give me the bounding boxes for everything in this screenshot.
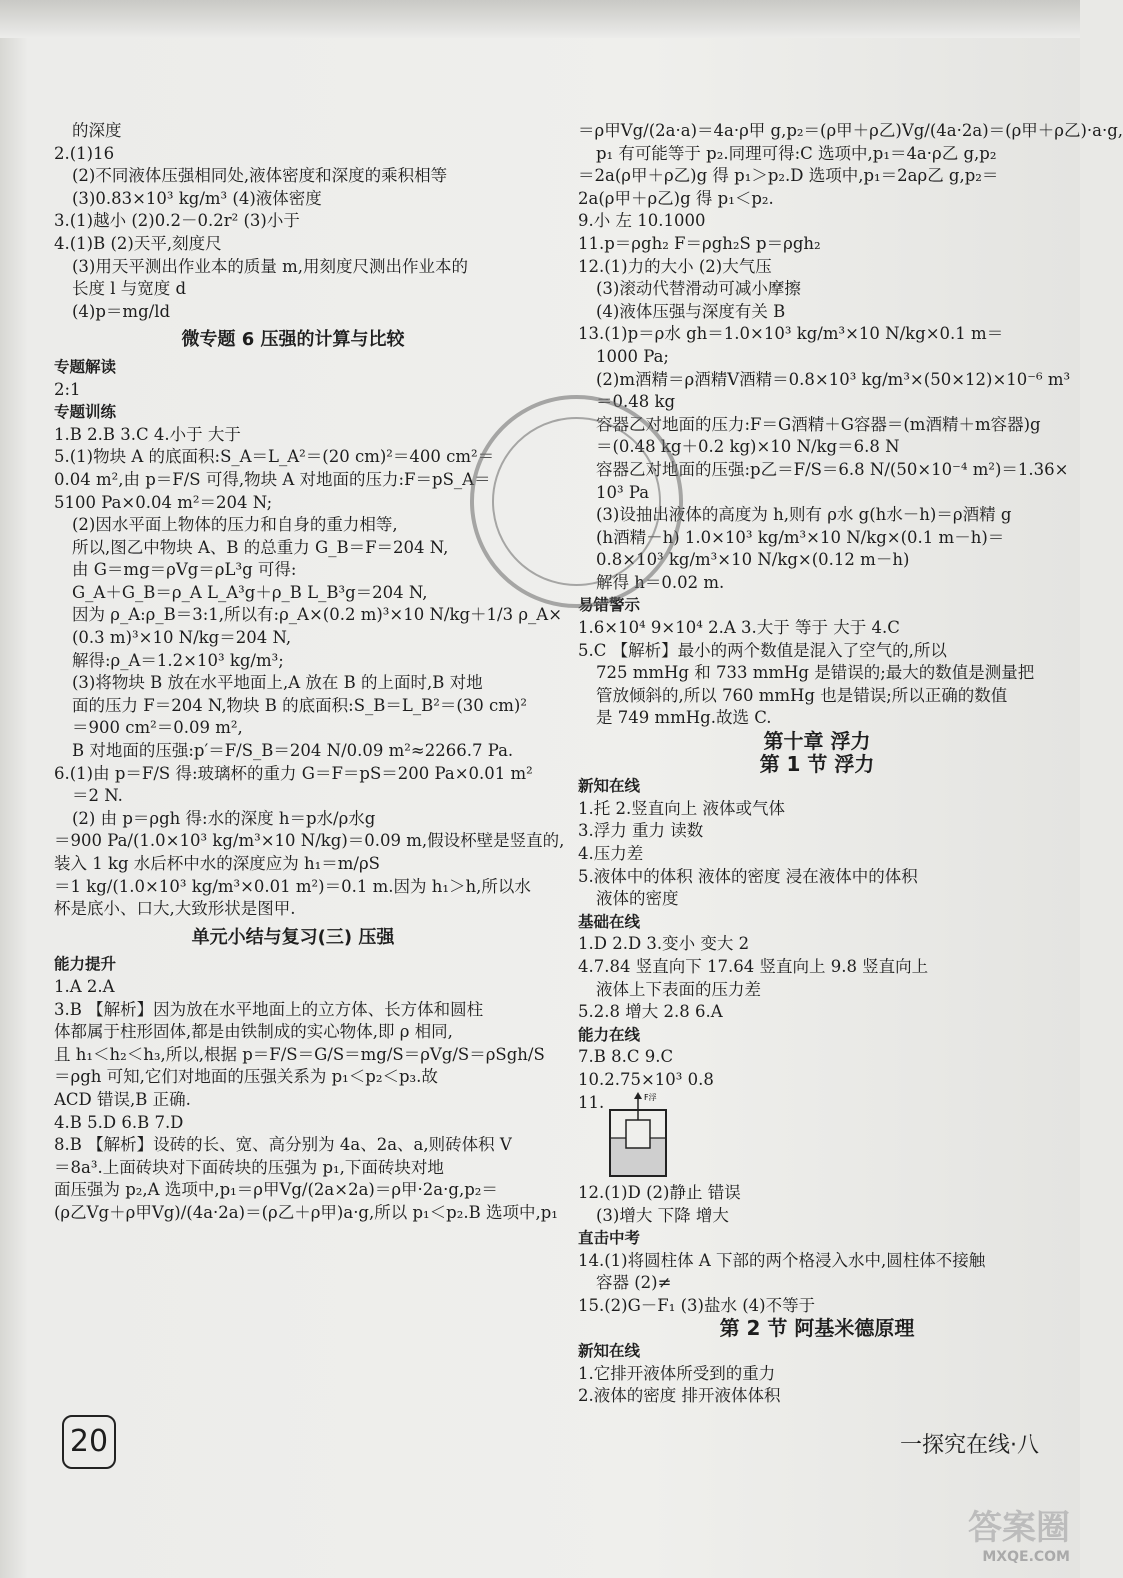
left-line: 面的压力 F＝204 N,物块 B 的底面积:S_B＝L_B²＝(30 cm)² [72, 695, 527, 715]
left-line: 因为 ρ_A:ρ_B＝3:1,所以有:ρ_A×(0.2 m)³×10 N/kg＋1/3 ρ_A× [72, 605, 563, 625]
right-line: (3)设抽出液体的高度为 h,则有 ρ水 g(h水－h)＝ρ酒精 g [596, 505, 1012, 525]
right-line: 15.(2)G－F₁ (3)盐水 (4)不等于 [578, 1295, 816, 1315]
right-line: 液体的密度 [596, 889, 679, 909]
right-line: 0.8×10³ kg/m³×10 N/kg×(0.12 m－h) [596, 550, 910, 570]
left-line: 的深度 [72, 121, 122, 140]
left-line: (3)0.83×10³ kg/m³ (4)液体密度 [72, 188, 322, 208]
page-number: 20 [62, 1415, 116, 1469]
left-line: 4.B 5.D 6.B 7.D [54, 1112, 184, 1132]
right-line: 易错警示 [578, 596, 641, 615]
left-line: 2.(1)16 [54, 143, 115, 163]
left-line: (2)不同液体压强相同处,液体密度和深度的乘积相等 [72, 166, 448, 186]
left-line: 由 G＝mg＝ρVg＝ρL³g 可得: [72, 560, 297, 580]
right-line: 容器 (2)≠ [596, 1273, 672, 1293]
right-line: (4)液体压强与深度有关 B [596, 301, 786, 321]
left-line: 1.A 2.A [54, 976, 115, 996]
left-line: 2:1 [54, 379, 81, 399]
watermark-logo [895, 1500, 1070, 1570]
right-line: 14.(1)将圆柱体 A 下部的两个格浸入水中,圆柱体不接触 [578, 1250, 986, 1270]
left-line: 装入 1 kg 水后杯中水的深度应为 h₁＝m/ρS [54, 854, 380, 873]
right-line: 2.液体的密度 排开液体体积 [578, 1386, 781, 1406]
right-line: (3)增大 下降 增大 [596, 1205, 729, 1225]
left-line: 专题解读 [54, 357, 117, 376]
right-line: 1000 Pa; [596, 346, 669, 366]
right-line: 基础在线 [578, 912, 641, 931]
right-line: ＝0.48 kg [596, 392, 676, 412]
right-line: 解得 h＝0.02 m. [596, 572, 725, 592]
left-line: ＝900 cm²＝0.09 m², [72, 718, 243, 738]
left-line: 3.B 【解析】因为放在水平地面上的立方体、长方体和圆柱 [54, 999, 484, 1019]
left-line: ＝900 Pa/(1.0×10³ kg/m³×10 N/kg)＝0.09 m,假设杯壁是竖直的, [54, 831, 565, 851]
right-line: 11. [578, 1092, 605, 1112]
left-line: 微专题 6 压强的计算与比较 [181, 329, 405, 351]
left-line: 8.B 【解析】设砖的长、宽、高分别为 4a、2a、a,则砖体积 V [54, 1135, 512, 1155]
right-column [578, 120, 1123, 1408]
right-line: 容器乙对地面的压强:p乙＝F/S＝6.8 N/(50×10⁻⁴ m²)＝1.36× [596, 459, 1069, 479]
left-line: (3)将物块 B 放在水平地面上,A 放在 B 的上面时,B 对地 [72, 673, 483, 693]
watermark-text: 答案圈 [968, 1508, 1070, 1548]
right-line: 第十章 浮力 [763, 729, 871, 754]
left-line: 4.(1)B (2)天平,刻度尺 [54, 233, 222, 253]
watermark-url: MXQE.COM [982, 1549, 1070, 1565]
left-line: G_A＋G_B＝ρ_A L_A³g＋ρ_B L_B³g＝204 N, [72, 582, 428, 602]
right-line: ＝ρ甲Vg/(2a·a)＝4a·ρ甲 g,p₂＝(ρ甲＋ρ乙)Vg/(4a·2a)＝(ρ甲＋ρ乙)·a·g, [578, 121, 1123, 140]
right-line: 新知在线 [578, 777, 641, 796]
left-line: ＝8a³.上面砖块对下面砖块的压强为 p₁,下面砖块对地 [54, 1157, 444, 1177]
page-top-edge [0, 0, 1080, 38]
left-line: 体都属于柱形固体,都是由铁制成的实心物体,即 ρ 相同, [54, 1022, 453, 1042]
left-line: 单元小结与复习(三) 压强 [191, 926, 395, 948]
left-line: 6.(1)由 p＝F/S 得:玻璃杯的重力 G＝F＝pS＝200 Pa×0.01 m² [54, 763, 533, 783]
right-line: 是 749 mmHg.故选 C. [596, 708, 772, 728]
right-line: 1.托 2.竖直向上 液体或气体 [578, 798, 785, 818]
left-line: 5.(1)物块 A 的底面积:S_A＝L_A²＝(20 cm)²＝400 cm²＝ [54, 447, 495, 467]
force-label: F浮 [644, 1093, 657, 1102]
right-line: 液体上下表面的压力差 [596, 979, 761, 999]
left-line: 且 h₁＜h₂＜h₃,所以,根据 p＝F/S＝G/S＝mg/S＝ρVg/S＝ρSgh/S [54, 1044, 545, 1064]
right-line: 容器乙对地面的压力:F＝G酒精＋G容器＝(m酒精＋m容器)g [596, 414, 1041, 434]
left-line: (4)p＝mg/ld [72, 301, 171, 321]
left-line: ＝2 N. [72, 786, 123, 806]
right-line: 第 1 节 浮力 [759, 751, 875, 776]
right-line: 能力在线 [578, 1025, 641, 1044]
right-line: 9.小 左 10.1000 [578, 211, 706, 231]
right-line: 4.压力差 [578, 844, 644, 863]
right-line: 4.7.84 竖直向下 17.64 竖直向上 9.8 竖直向上 [578, 956, 929, 976]
left-line: 杯是底小、口大,大致形状是图甲. [54, 899, 296, 919]
right-line: 1.它排开液体所受到的重力 [578, 1363, 776, 1383]
right-line: 5.液体中的体积 液体的密度 浸在液体中的体积 [578, 866, 918, 886]
right-line: ＝2a(ρ甲＋ρ乙)g 得 p₁＞p₂.D 选项中,p₁＝2aρ乙 g,p₂＝ [578, 166, 999, 186]
left-line: ACD 错误,B 正确. [54, 1089, 191, 1109]
left-line: 5100 Pa×0.04 m²＝204 N; [54, 492, 273, 512]
beaker-figure [608, 1090, 668, 1180]
right-line: 新知在线 [578, 1342, 641, 1361]
right-line: 5.C 【解析】最小的两个数值是混入了空气的,所以 [578, 640, 947, 660]
left-line: ＝1 kg/(1.0×10³ kg/m³×0.01 m²)＝0.1 m.因为 h₁＞h,所以水 [54, 876, 531, 896]
right-line: 2a(ρ甲＋ρ乙)g 得 p₁＜p₂. [578, 188, 774, 208]
left-line: 长度 l 与宽度 d [72, 279, 187, 299]
right-line: 13.(1)p＝ρ水 gh＝1.0×10³ kg/m³×10 N/kg×0.1 m＝ [578, 324, 1004, 344]
right-line: 管放倾斜的,所以 760 mmHg 也是错误;所以正确的数值 [596, 685, 1008, 705]
right-line: (3)滚动代替滑动可减小摩擦 [596, 279, 801, 299]
left-line: (2)因水平面上物体的压力和自身的重力相等, [72, 515, 398, 535]
right-line: ＝(0.48 kg＋0.2 kg)×10 N/kg＝6.8 N [596, 437, 900, 457]
footer-title: 一探究在线·八 [900, 1433, 1039, 1458]
right-line: (2)m酒精＝ρ酒精V酒精＝0.8×10³ kg/m³×(50×12)×10⁻⁶ m³ [596, 369, 1071, 389]
right-line: 3.浮力 重力 读数 [578, 821, 704, 841]
right-line: (h酒精－h) 1.0×10³ kg/m³×10 N/kg×(0.1 m－h)＝ [596, 527, 1005, 547]
left-line: ＝ρgh 可知,它们对地面的压强关系为 p₁＜p₂＜p₃.故 [54, 1067, 438, 1087]
left-line: 能力提升 [54, 955, 117, 974]
left-line: B 对地面的压强:p′＝F/S_B＝204 N/0.09 m²≈2266.7 Pa. [72, 741, 514, 761]
left-line: 3.(1)越小 (2)0.2－0.2r² (3)小于 [54, 211, 300, 231]
left-line: (0.3 m)³×10 N/kg＝204 N, [72, 628, 292, 648]
right-line: 第 2 节 阿基米德原理 [719, 1316, 915, 1341]
right-line: 12.(1)D (2)静止 错误 [578, 1182, 741, 1202]
left-line: 面压强为 p₂,A 选项中,p₁＝ρ甲Vg/(2a×2a)＝ρ甲·2a·g,p₂＝ [54, 1180, 498, 1200]
left-line: (2) 由 p＝ρgh 得:水的深度 h＝p水/ρ水g [72, 808, 376, 828]
left-column [54, 120, 565, 1225]
right-line: p₁ 有可能等于 p₂.同理可得:C 选项中,p₁＝4a·ρ乙 g,p₂ [596, 143, 997, 163]
right-line: 10.2.75×10³ 0.8 [578, 1069, 714, 1089]
right-line: 直击中考 [578, 1229, 641, 1248]
right-line: 10³ Pa [596, 482, 650, 502]
left-line: 1.B 2.B 3.C 4.小于 大于 [54, 424, 241, 444]
right-line: 1.6×10⁴ 9×10⁴ 2.A 3.大于 等于 大于 4.C [578, 618, 900, 638]
left-line: 解得:ρ_A＝1.2×10³ kg/m³; [72, 650, 284, 670]
right-line: 5.2.8 增大 2.8 6.A [578, 1002, 723, 1022]
left-line: 所以,图乙中物块 A、B 的总重力 G_B＝F＝204 N, [72, 537, 449, 557]
left-line: (ρ乙Vg＋ρ甲Vg)/(4a·2a)＝(ρ乙＋ρ甲)a·g,所以 p₁＜p₂.B 选项中,p₁ [54, 1202, 558, 1222]
left-line: (3)用天平测出作业本的质量 m,用刻度尺测出作业本的 [72, 256, 469, 276]
right-line: 725 mmHg 和 733 mmHg 是错误的;最大的数值是测量把 [596, 663, 1035, 683]
right-line: 12.(1)力的大小 (2)大气压 [578, 256, 772, 276]
left-line: 0.04 m²,由 p＝F/S 可得,物块 A 对地面的压力:F＝pS_A＝ [54, 469, 491, 489]
right-line: 1.D 2.D 3.变小 变大 2 [578, 934, 750, 954]
right-line: 11.p＝ρgh₂ F＝ρgh₂S p＝ρgh₂ [578, 233, 821, 253]
right-line: 7.B 8.C 9.C [578, 1047, 674, 1067]
left-line: 专题训练 [54, 403, 117, 422]
